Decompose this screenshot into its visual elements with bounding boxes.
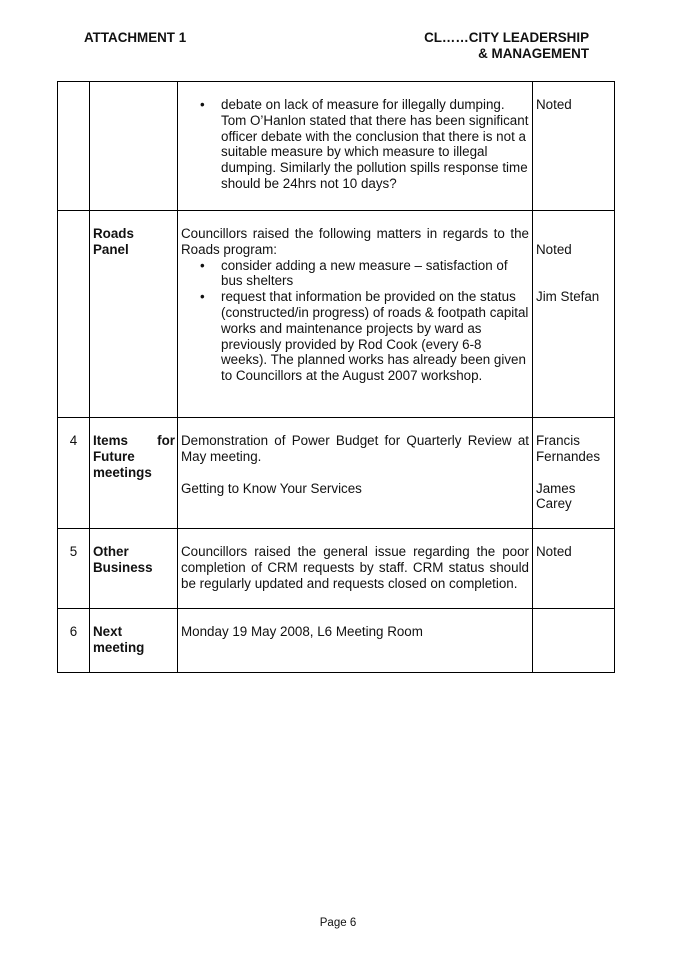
- table-row: [58, 211, 615, 418]
- topic-line: meeting: [93, 639, 145, 655]
- bullet-item: • request that information be provided on the status (constructed/in progress) of roads & footpath capital works and maintenance projects by ward as previously provided by Rod Cook (every 6-8 weeks). The planned works has already been given to Councillors at the August 2007 workshop.: [221, 289, 529, 384]
- topic-line: Roads: [93, 226, 134, 241]
- table-row: [58, 609, 615, 673]
- table-row: [58, 418, 615, 529]
- department-heading: [424, 30, 589, 62]
- item-topic: [90, 529, 178, 609]
- attachment-label: ATTACHMENT 1: [84, 30, 187, 45]
- table-row: [58, 82, 615, 211]
- page-number: Page 6: [319, 917, 357, 929]
- item-body: [178, 211, 533, 418]
- responsible-entry: James Carey: [536, 480, 576, 512]
- responsible-entry: Francis Fernandes: [536, 433, 601, 464]
- topic-word: for: [157, 433, 175, 448]
- item-responsible: [533, 418, 615, 529]
- topic-line: meetings: [93, 464, 152, 480]
- body-item: Demonstration of Power Budget for Quarterly Review at May meeting.: [181, 433, 529, 464]
- item-responsible: [533, 211, 615, 418]
- item-topic: [90, 609, 178, 673]
- topic-line: Business: [93, 559, 153, 575]
- item-number: 4: [58, 418, 90, 529]
- item-body: [178, 418, 533, 529]
- body-intro: Councillors raised the following matters in regards to the Roads program:: [181, 226, 529, 257]
- bullet-item: • debate on lack of measure for illegally dumping. Tom O’Hanlon stated that there has been significant officer debate with the conclusion that there is not a suitable measure by which measure to illegal dumping. Similarly the pollution spills response time should be 24hrs not 10 days?: [221, 97, 529, 192]
- item-responsible: Noted: [533, 82, 615, 211]
- item-responsible: [533, 609, 615, 673]
- responsible-entry: Jim Stefan: [536, 288, 600, 304]
- item-number: [58, 82, 90, 211]
- minutes-table: [57, 81, 615, 673]
- topic-line: Next: [93, 624, 123, 639]
- department-line-1: CL……CITY LEADERSHIP: [424, 30, 589, 45]
- item-topic: [90, 418, 178, 529]
- table-row: [58, 529, 615, 609]
- item-number: [58, 211, 90, 418]
- item-topic: [90, 211, 178, 418]
- responsible-entry: Noted: [536, 242, 572, 257]
- topic-line: Future: [93, 448, 135, 464]
- department-line-2: & MANAGEMENT: [478, 46, 589, 61]
- item-body: Monday 19 May 2008, L6 Meeting Room: [178, 609, 533, 673]
- topic-line: Panel: [93, 241, 129, 257]
- item-topic: [90, 82, 178, 211]
- bullet-item: • consider adding a new measure – satisfaction of bus shelters: [221, 258, 529, 290]
- item-body: Councillors raised the general issue regarding the poor completion of CRM requests by staff. CRM status should be regularly updated and requests closed on completion.: [178, 529, 533, 609]
- topic-word: Items: [93, 433, 128, 448]
- topic-line: Other: [93, 544, 129, 559]
- item-body: [178, 82, 533, 211]
- item-number: 5: [58, 529, 90, 609]
- body-item: Getting to Know Your Services: [181, 480, 362, 496]
- item-responsible: Noted: [533, 529, 615, 609]
- item-number: 6: [58, 609, 90, 673]
